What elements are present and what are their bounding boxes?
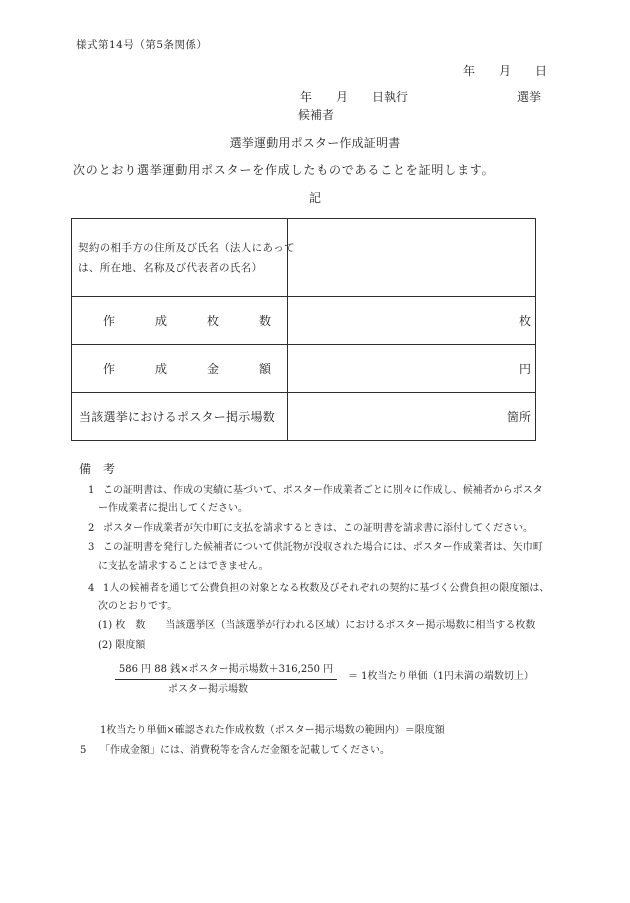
display-sites-unit: 箇所 [506,410,531,424]
remark-2-number: 2 [88,523,95,534]
remark-4-text: 1人の候補者を通じて公費負担の対象となる枚数及びそれぞれの契約に基づく公費負担の限度額は、 [103,583,550,594]
remark-2-text: ポスター作成業者が矢巾町に支払を請求するときは、この証明書を請求書に添付してください。 [103,523,533,534]
creation-amount-label: 作成金額 [103,362,312,376]
remark-item-2 [88,523,533,535]
issue-date-line: 年 月 日 [462,64,547,78]
formula-numerator: 586 円 88 銭×ポスター掲示場数＋316,250 円 [115,664,337,680]
remark-item-3-continuation: に支払を請求することはできません。 [98,561,269,572]
table-row-poster-count [72,296,535,344]
limit-amount-formula: 1枚当たり単価×確認された作成枚数（ポスター掲示場数の範囲内）＝限度額 [100,725,445,736]
remark-item-5 [80,745,390,757]
remark-item-4-sub1: (1) 枚 数 当該選挙区（当該選挙が行われる区域）におけるポスター掲示場数に相当する枚数 [98,620,536,631]
remark-1-number: 1 [88,485,95,496]
contract-partner-value-cell [288,219,535,296]
remark-item-3 [88,542,543,554]
unit-price-formula [115,664,337,696]
formula-denominator: ポスター掲示場数 [168,684,248,695]
form-number: 様式第14号（第5条関係） [76,39,208,51]
poster-count-label-cell [72,297,312,344]
remark-3-text: この証明書を発行した候補者について供託物が没収された場合には、ポスター作成業者は、矢巾町 [103,542,543,553]
contract-partner-label-line1: 契約の相手方の住所及び氏名（法人にあって [78,241,295,254]
election-date-line: 年 月 日執行 [300,90,409,104]
creation-amount-value-cell [288,345,535,392]
remark-item-1 [88,485,543,497]
poster-count-label: 作成枚数 [103,314,312,328]
candidate-label: 候補者 [298,108,335,122]
remark-item-4 [88,583,549,595]
election-suffix-label: 選挙 [517,90,542,104]
remark-item-1-continuation: ー作成業者に提出してください。 [98,503,248,514]
remark-5-text: 「作成金額」には、消費税等を含んだ金額を記載してください。 [100,745,390,756]
remarks-heading: 備 考 [79,462,116,476]
remark-item-4-sub2: (2) 限度額 [98,640,146,651]
remark-5-number: 5 [80,745,87,756]
display-sites-value-cell [288,393,535,440]
display-sites-label-cell [72,393,288,440]
contract-partner-label-line2: は、所在地、名称及び代表者の氏名） [78,261,263,274]
creation-amount-unit: 円 [518,362,531,376]
remark-4-number: 4 [88,583,95,594]
table-row-display-sites [72,392,535,440]
remark-1-text: この証明書は、作成の実績に基づいて、ポスター作成業者ごとに別々に作成し、候補者からポスタ [103,485,543,496]
formula-result: ＝ 1枚当たり単価（1円未満の端数切上） [348,671,534,682]
table-row-creation-amount [72,344,535,392]
remark-3-number: 3 [88,542,95,553]
document-title: 選挙運動用ポスター作成証明書 [229,136,401,150]
poster-count-unit: 枚 [518,314,531,328]
contract-partner-label [72,219,295,296]
poster-count-value-cell [288,297,535,344]
record-marker: 記 [308,191,321,205]
certificate-table [71,218,536,441]
table-row-contract-partner [72,219,535,296]
certification-statement: 次のとおり選挙運動用ポスターを作成したものであることを証明します。 [73,163,495,177]
display-sites-label: 当該選挙におけるポスター掲示場数 [79,410,276,424]
remark-item-4-continuation: 次のとおりです。 [98,601,178,612]
creation-amount-label-cell [72,345,312,392]
